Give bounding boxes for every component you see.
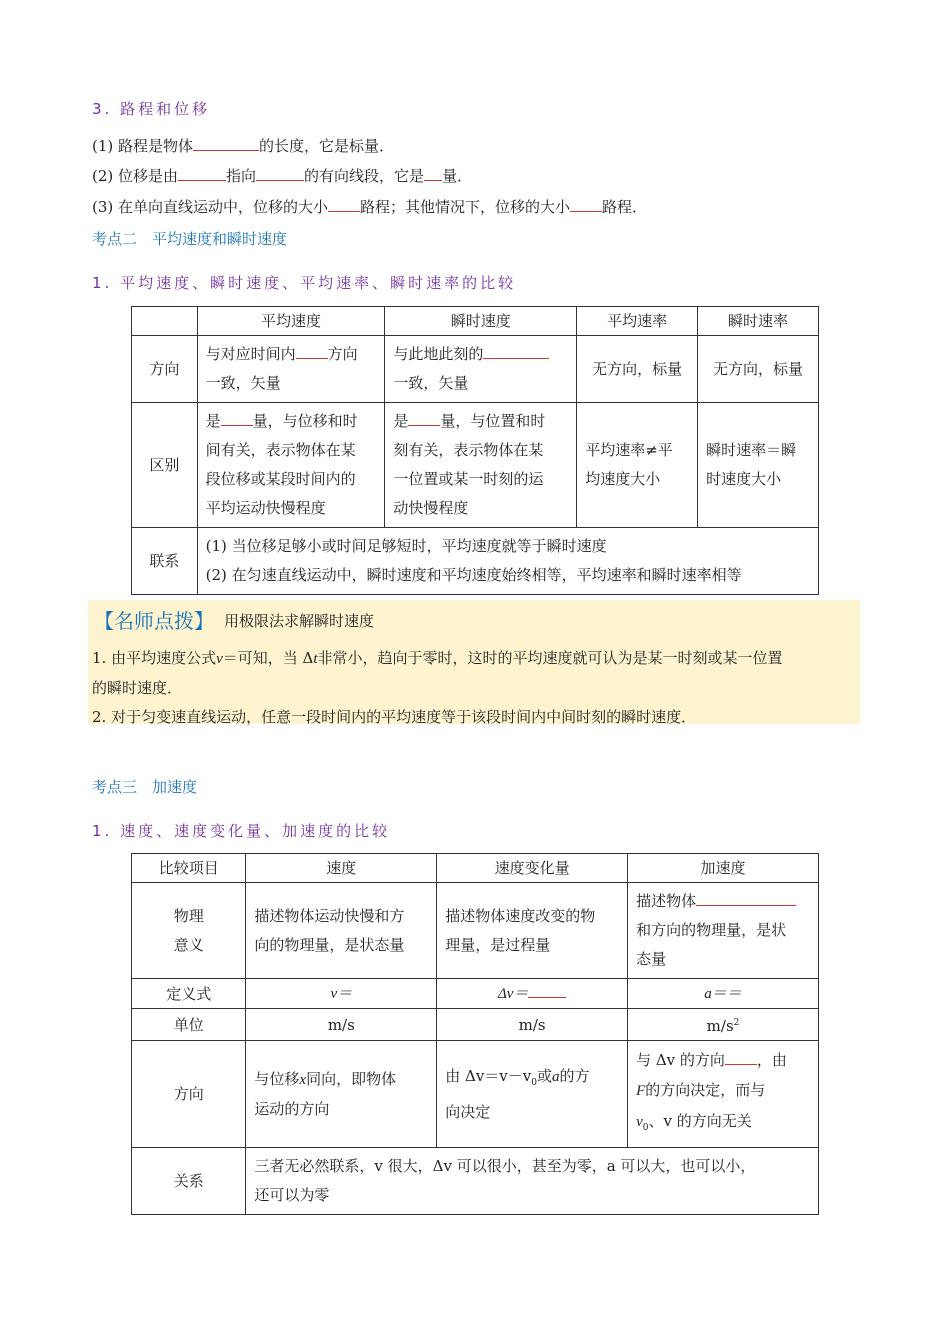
row-label: 区别 [132, 403, 198, 528]
text: 同向，即物体 [306, 1069, 397, 1088]
text: 物理 [173, 906, 204, 925]
tip-line: 的瞬时速度． [92, 679, 183, 697]
row-label [132, 883, 246, 979]
table-cell [577, 403, 698, 528]
tip-line: 2. 对于匀变速直线运动，任意一段时间内的平均速度等于该段时间内中间时刻的瞬时速度． [92, 708, 697, 726]
text: m/s [706, 1017, 734, 1035]
row-label: 定义式 [132, 979, 246, 1009]
text: v [216, 651, 223, 667]
table-cell: 无方向，标量 [698, 336, 819, 403]
text-line [92, 165, 472, 186]
text: 的方向决定，而与 [645, 1081, 766, 1099]
text: 描述物体速度改变的物 [445, 906, 596, 925]
text: 描述物体 [636, 892, 697, 910]
row-label: 方向 [132, 1041, 246, 1148]
text: (3) 在单向直线运动中，位移的大小 [92, 198, 329, 216]
text: 还可以为零 [254, 1186, 330, 1204]
subscript: 0 [642, 1123, 649, 1133]
text: a [552, 1068, 560, 1085]
header-cell: 瞬时速度 [385, 307, 577, 336]
header-cell: 速度变化量 [437, 854, 628, 883]
fill-blank [328, 198, 360, 212]
table-cell: a＝＝ [628, 979, 819, 1009]
text: 理量，是过程量 [445, 935, 551, 954]
text: 量，与位移和时 [252, 412, 358, 430]
text: (2) 位移是由 [92, 167, 179, 185]
text: 由 Δv＝v－v [445, 1066, 532, 1085]
table-cell [628, 1009, 819, 1041]
section-title: 考点三 加速度 [92, 778, 198, 796]
tip-line [92, 647, 783, 668]
text: Δv＝ [497, 986, 529, 1002]
text: 量． [442, 167, 473, 185]
fill-blank [408, 412, 440, 426]
superscript: 2 [733, 1018, 740, 1028]
fill-blank [256, 167, 304, 181]
table-cell [385, 403, 577, 528]
text: 刻有关，表示物体在某 [393, 441, 544, 459]
table-cell [437, 883, 628, 979]
text: 描述物体运动快慢和方 [254, 906, 405, 925]
header-cell: 比较项目 [132, 854, 246, 883]
text: 和方向的物理量，是状 [636, 921, 787, 939]
fill-blank [483, 345, 549, 359]
text-line [92, 196, 647, 217]
table-cell [246, 883, 437, 979]
text: 与此地此刻的 [393, 345, 484, 363]
text: 量，与位置和时 [440, 412, 546, 430]
text: 一致，矢量 [393, 374, 469, 392]
text: 运动的方向 [254, 1099, 330, 1118]
text: 与 Δv 的方向 [636, 1051, 725, 1069]
text: (1) 当位移足够小或时间足够短时，平均速度就等于瞬时速度 [205, 537, 607, 555]
header-cell: 平均速率 [577, 307, 698, 336]
table-cell [628, 883, 819, 979]
text: 路程；其他情况下，位移的大小 [360, 198, 571, 216]
text: x [299, 1071, 307, 1088]
text: 时速度大小 [706, 470, 782, 488]
section-heading: 3. 路程和位移 [92, 100, 211, 118]
text: 瞬时速率＝瞬 [706, 441, 797, 459]
tip-box [88, 600, 860, 724]
header-cell: 瞬时速率 [698, 307, 819, 336]
subsection-heading: 1. 速度、速度变化量、加速度的比较 [92, 822, 391, 840]
text: 均速度大小 [585, 470, 661, 488]
table-cell [246, 1148, 819, 1215]
text: 的有向线段，它是 [304, 167, 425, 185]
table-cell [246, 1041, 437, 1148]
fill-blank [725, 1051, 757, 1065]
text: 意义 [173, 935, 204, 954]
text: 路程． [602, 198, 648, 216]
text: ＝可知，当 Δ [222, 649, 314, 667]
subsection-heading: 1. 平均速度、瞬时速度、平均速率、瞬时速率的比较 [92, 274, 517, 292]
text: 平均运动快慢程度 [205, 499, 326, 517]
text: 是 [393, 412, 409, 430]
subscript: 0 [531, 1077, 537, 1088]
fill-blank [193, 137, 259, 151]
text: 三者无必然联系，v 很大，Δv 可以很小，甚至为零，a 可以大，也可以小， [254, 1157, 756, 1175]
text: 、v 的方向无关 [648, 1112, 752, 1130]
table-cell [698, 403, 819, 528]
text-line [92, 135, 394, 156]
fill-blank [696, 892, 796, 906]
table-cell [437, 979, 628, 1009]
row-label: 关系 [132, 1148, 246, 1215]
text: 向决定 [445, 1102, 491, 1121]
text: 或 [536, 1066, 552, 1085]
text: 1. 由平均速度公式 [92, 649, 217, 667]
text: 的长度，它是标量． [259, 137, 395, 155]
text: 段位移或某段时间内的 [205, 470, 356, 488]
row-label: 方向 [132, 336, 198, 403]
text: 态量 [636, 950, 667, 968]
text: 一致，矢量 [205, 374, 281, 392]
text: 与位移 [254, 1069, 300, 1088]
text: 方向 [327, 345, 358, 363]
text: 向的物理量，是状态量 [254, 935, 405, 954]
table-cell [385, 336, 577, 403]
text: t [313, 651, 318, 667]
table-cell: m/s [246, 1009, 437, 1041]
row-label: 联系 [132, 528, 198, 595]
table-cell [628, 1041, 819, 1148]
text: (2) 在匀速直线运动中，瞬时速度和平均速度始终相等，平均速率和瞬时速率相等 [205, 566, 742, 584]
table-cell: v＝ [246, 979, 437, 1009]
acceleration-comparison-table [131, 853, 819, 1215]
fill-blank [296, 345, 328, 359]
text: 平均速率≠平 [585, 441, 673, 459]
table-cell: m/s [437, 1009, 628, 1041]
text: 与对应时间内 [205, 345, 296, 363]
text: 动快慢程度 [393, 499, 469, 517]
table-cell [197, 336, 385, 403]
text: 一位置或某一时刻的运 [393, 470, 544, 488]
table-cell: 无方向，标量 [577, 336, 698, 403]
header-cell-empty [132, 307, 198, 336]
text: 非常小，趋向于零时，这时的平均速度就可认为是某一时刻或某一位置 [317, 649, 783, 667]
tip-subtitle: 用极限法求解瞬时速度 [224, 612, 375, 630]
text: 指向 [226, 167, 257, 185]
fill-blank [178, 167, 226, 181]
text: ，由 [756, 1051, 787, 1069]
fill-blank [570, 198, 602, 212]
header-cell: 平均速度 [197, 307, 385, 336]
section-title: 考点二 平均速度和瞬时速度 [92, 230, 288, 248]
fill-blank [424, 167, 442, 181]
fill-blank [221, 412, 253, 426]
text: F [636, 1083, 646, 1099]
tip-title: 【名师点拨】 [94, 609, 214, 633]
velocity-comparison-table [131, 306, 819, 595]
fill-blank [528, 984, 566, 998]
text: 间有关，表示物体在某 [205, 441, 356, 459]
row-label: 单位 [132, 1009, 246, 1041]
table-cell [437, 1041, 628, 1148]
table-cell [197, 528, 818, 595]
text: v [636, 1114, 643, 1130]
text: 是 [205, 412, 221, 430]
table-cell [197, 403, 385, 528]
header-cell: 加速度 [628, 854, 819, 883]
text: (1) 路程是物体 [92, 137, 194, 155]
text: 的方 [559, 1066, 590, 1085]
header-cell: 速度 [246, 854, 437, 883]
